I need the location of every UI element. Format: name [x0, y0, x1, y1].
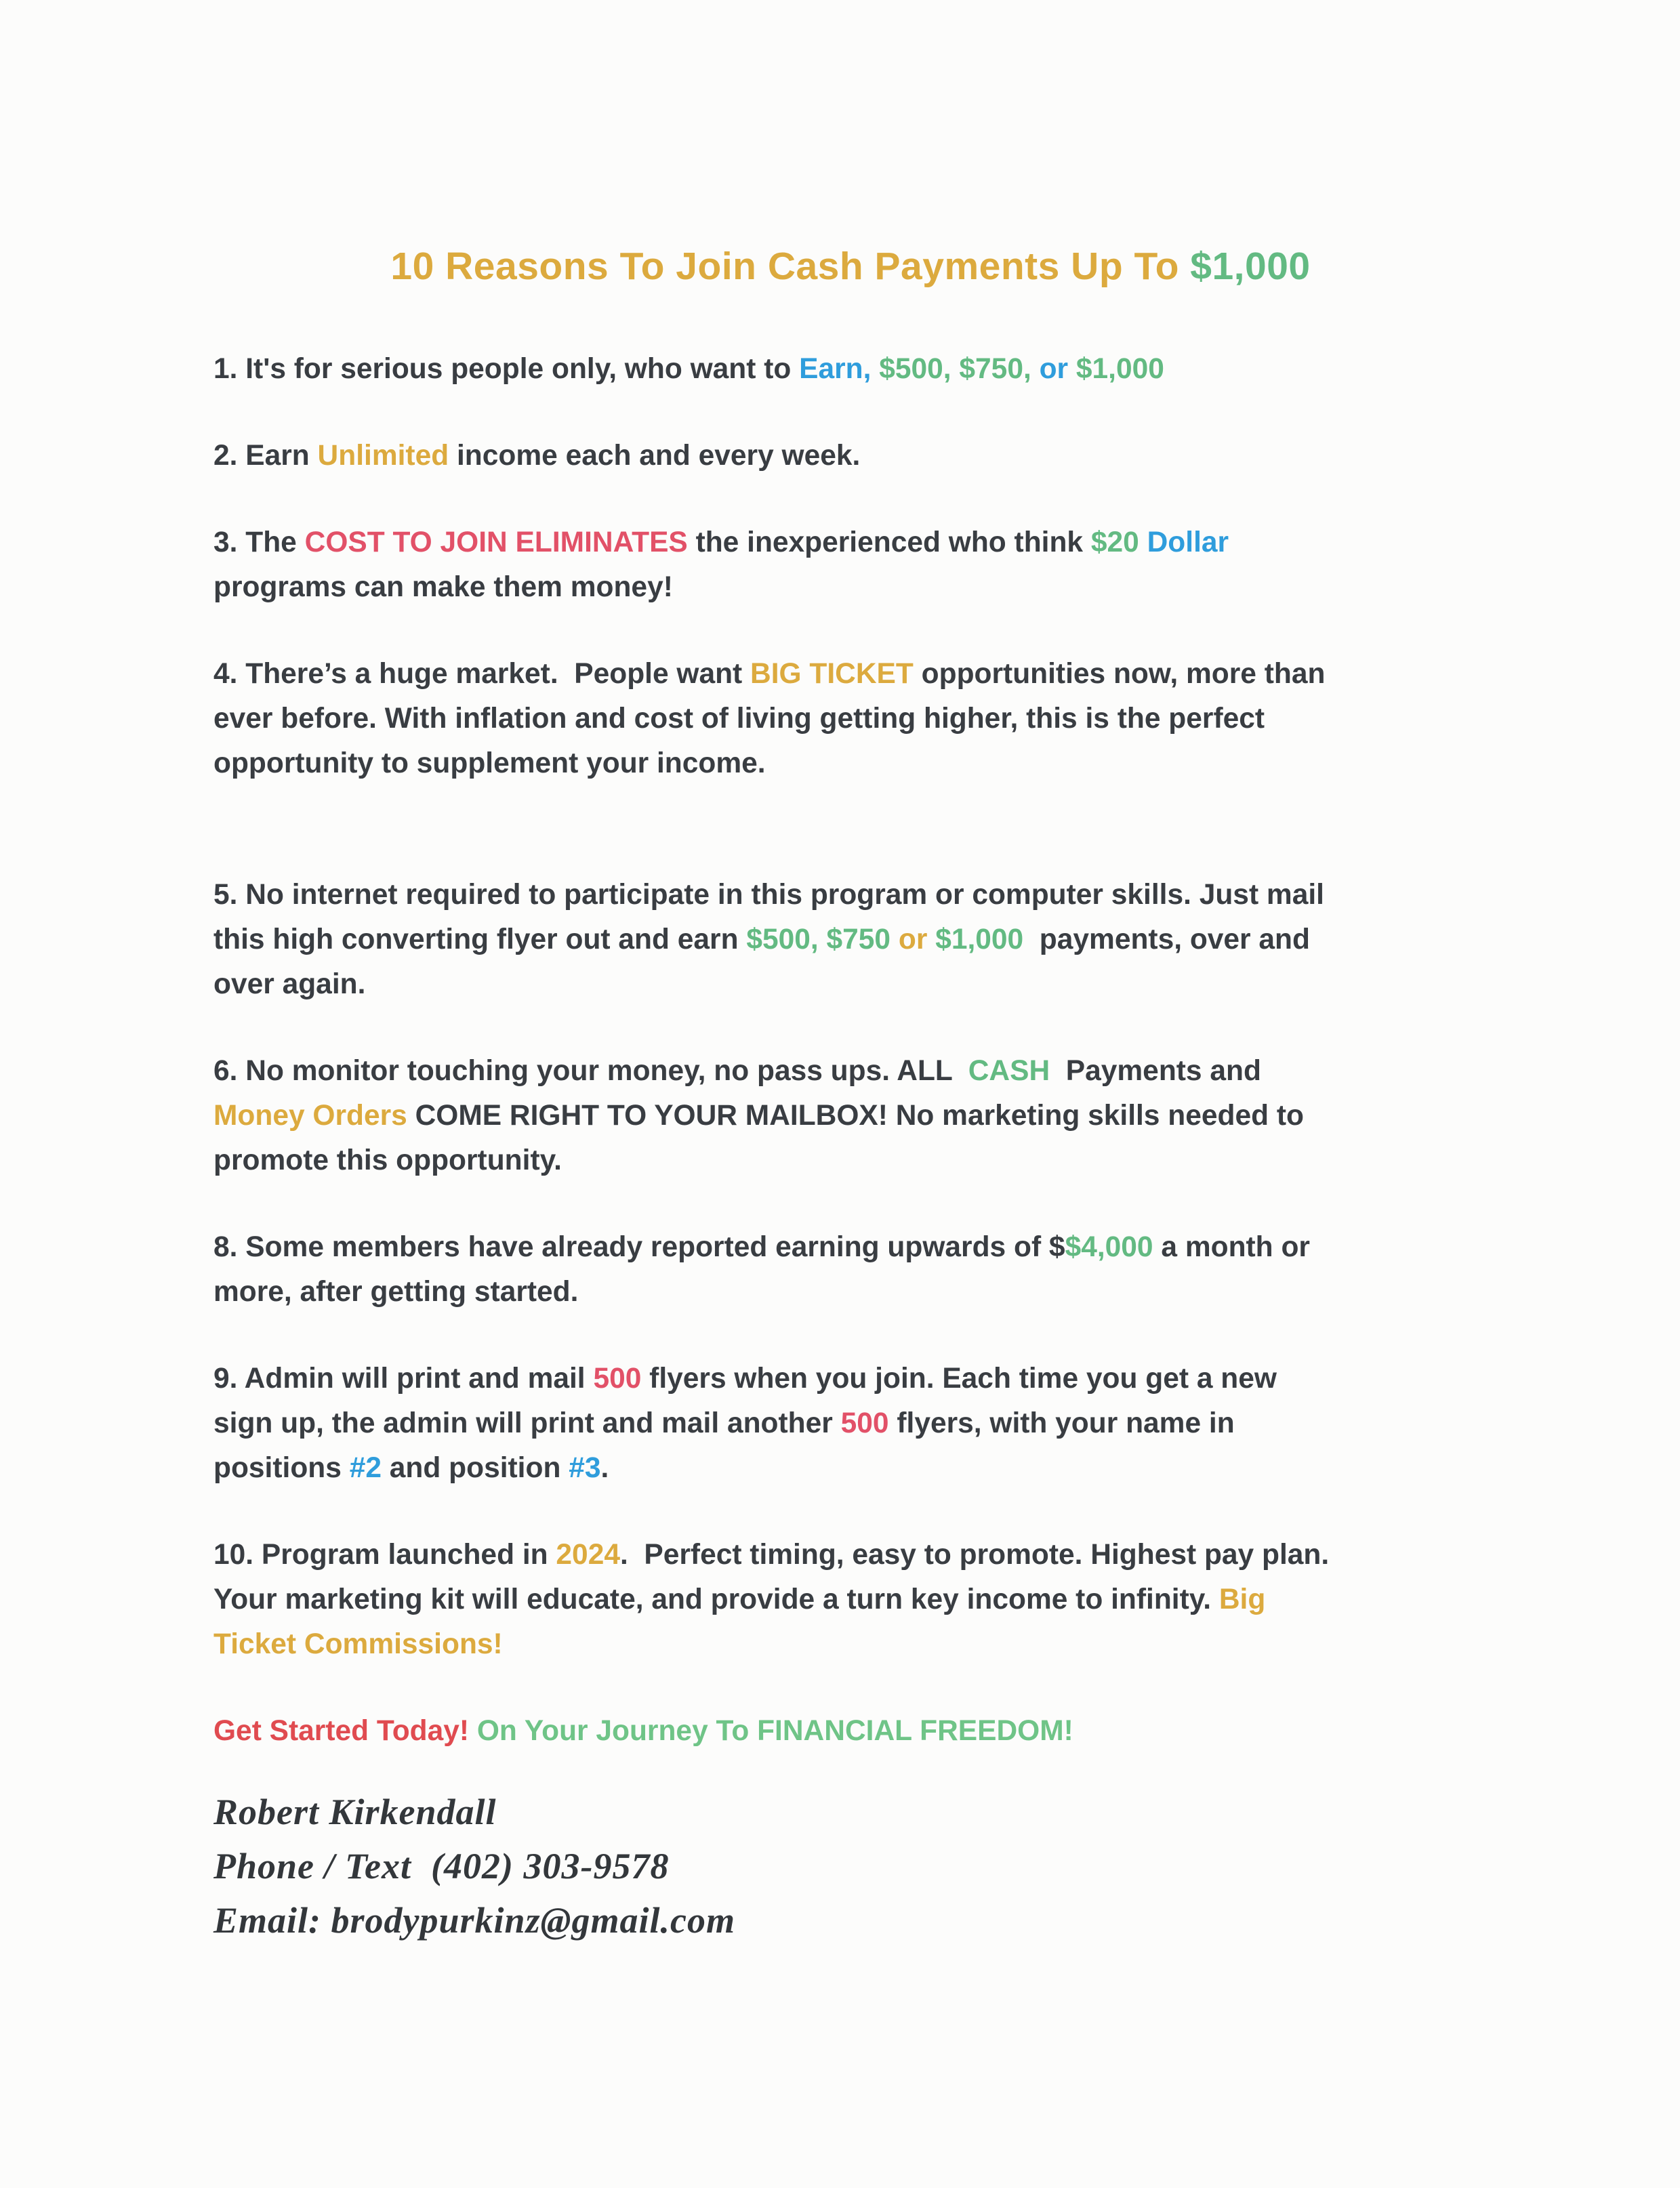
text-line — [213, 241, 1488, 291]
highlight-text: Ticket Commissions! — [213, 1628, 503, 1660]
body-text: 8. Some members have already reported earning upwards of $ — [213, 1231, 1065, 1263]
flyer-content — [213, 241, 1488, 1947]
body-text: 2. Earn — [213, 440, 318, 472]
body-text: flyers, with your name in — [888, 1407, 1235, 1439]
reason-item-2 — [213, 434, 1488, 478]
body-text: 6. No monitor touching your money, no pass ups. ALL — [213, 1055, 968, 1087]
body-text: programs can make them money! — [213, 571, 673, 603]
signature-phone: Phone / Text (402) 303-9578 — [213, 1846, 670, 1886]
reason-item-6 — [213, 1049, 1488, 1183]
body-text: 5. No internet required to participate in this program or computer skills. Just mail — [213, 879, 1324, 911]
highlight-text: #2 — [349, 1452, 382, 1484]
body-text: ever before. With inflation and cost of living getting higher, this is the perfect — [213, 703, 1265, 735]
body-text: 10. Program launched in — [213, 1539, 556, 1571]
text-line — [213, 434, 1488, 478]
signature-block — [213, 1785, 1488, 1947]
text-line — [213, 1577, 1488, 1622]
text-line — [213, 565, 1488, 610]
body-text — [1031, 353, 1040, 385]
highlight-text: $1,000 — [1075, 353, 1164, 385]
highlight-text: or — [1039, 353, 1069, 385]
body-text: flyers when you join. Each time you get a new — [641, 1363, 1277, 1395]
highlight-text: 500 — [593, 1363, 642, 1395]
body-text: . Perfect timing, easy to promote. Highest pay plan. — [619, 1539, 1330, 1571]
body-text: income each and every week. — [449, 440, 861, 472]
highlight-text: 2024 — [556, 1539, 620, 1571]
highlight-text: 10 Reasons To Join Cash Payments Up To — [390, 245, 1191, 288]
body-text: 4. There’s a huge market. People want — [213, 658, 751, 690]
body-text: 1. It's for serious people only, who want to — [213, 353, 800, 385]
body-text: the inexperienced who think — [687, 527, 1091, 558]
signature-email: Email: brodypurkinz@gmail.com — [213, 1900, 735, 1941]
text-line — [213, 741, 1488, 786]
reason-item-4 — [213, 652, 1488, 786]
body-text — [927, 924, 935, 955]
body-text — [469, 1715, 477, 1747]
body-text: COME RIGHT TO YOUR MAILBOX! No marketing skills needed to — [407, 1100, 1304, 1132]
text-line — [213, 1049, 1488, 1094]
text-line — [213, 917, 1488, 962]
text-line — [213, 873, 1488, 917]
body-text: Payments and — [1050, 1055, 1261, 1087]
body-text: and position — [381, 1452, 569, 1484]
highlight-text: Unlimited — [317, 440, 449, 472]
highlight-text: COST TO JOIN ELIMINATES — [304, 527, 688, 558]
flyer-title — [213, 241, 1488, 291]
text-line — [213, 1138, 1488, 1183]
text-line — [213, 520, 1488, 565]
highlight-text: BIG TICKET — [750, 658, 914, 690]
highlight-text: or — [898, 924, 928, 955]
body-text: positions — [213, 1452, 350, 1484]
highlight-text: Dollar — [1147, 527, 1229, 558]
text-line — [213, 1225, 1488, 1270]
body-text — [871, 353, 879, 385]
body-text: over again. — [213, 968, 366, 1000]
text-line — [213, 1446, 1488, 1491]
highlight-text: $1,000 — [1190, 245, 1311, 288]
reasons-list — [213, 347, 1488, 1667]
text-line — [213, 1533, 1488, 1577]
body-text: . — [600, 1452, 609, 1484]
highlight-text: $1,000 — [935, 924, 1024, 955]
highlight-text: Money Orders — [213, 1100, 407, 1132]
highlight-text: #3 — [569, 1452, 601, 1484]
text-line — [213, 347, 1488, 392]
body-text: opportunities now, more than — [913, 658, 1326, 690]
highlight-text: 500 — [840, 1407, 889, 1439]
reason-item-8 — [213, 1225, 1488, 1315]
reason-item-9 — [213, 1357, 1488, 1491]
body-text: opportunity to supplement your income. — [213, 747, 766, 779]
highlight-text: Big — [1218, 1584, 1266, 1615]
highlight-text: Get Started Today! — [213, 1715, 470, 1747]
highlight-text: $20 — [1090, 527, 1139, 558]
text-line — [213, 1357, 1488, 1401]
highlight-text: CASH — [968, 1055, 1050, 1087]
highlight-text: Earn, — [799, 353, 872, 385]
body-text: Your marketing kit will educate, and provide a turn key income to infinity. — [213, 1584, 1219, 1615]
body-text: promote this opportunity. — [213, 1144, 562, 1176]
body-text: a month or — [1153, 1231, 1310, 1263]
body-text: 3. The — [213, 527, 305, 558]
reason-item-1 — [213, 347, 1488, 392]
text-line — [213, 1270, 1488, 1315]
text-line — [213, 962, 1488, 1007]
text-line — [213, 1622, 1488, 1667]
body-text — [890, 924, 899, 955]
body-text: payments, over and — [1023, 924, 1310, 955]
highlight-text: $4,000 — [1065, 1231, 1153, 1263]
reason-item-5 — [213, 873, 1488, 1007]
reason-item-3 — [213, 520, 1488, 610]
text-line — [213, 1094, 1488, 1138]
body-text — [1068, 353, 1076, 385]
highlight-text: On Your Journey To FINANCIAL FREEDOM! — [476, 1715, 1073, 1747]
signature-name: Robert Kirkendall — [213, 1792, 497, 1832]
body-text: this high converting flyer out and earn — [213, 924, 747, 955]
text-line — [213, 1709, 1488, 1754]
highlight-text: $500, $750, — [879, 353, 1031, 385]
body-text — [1139, 527, 1147, 558]
closing-line — [213, 1709, 1488, 1754]
text-line — [213, 697, 1488, 741]
text-line — [213, 1401, 1488, 1446]
body-text: more, after getting started. — [213, 1276, 579, 1308]
reason-item-10 — [213, 1533, 1488, 1667]
body-text: 9. Admin will print and mail — [213, 1363, 594, 1395]
text-line — [213, 652, 1488, 697]
highlight-text: $500, $750 — [746, 924, 891, 955]
body-text: sign up, the admin will print and mail another — [213, 1407, 841, 1439]
